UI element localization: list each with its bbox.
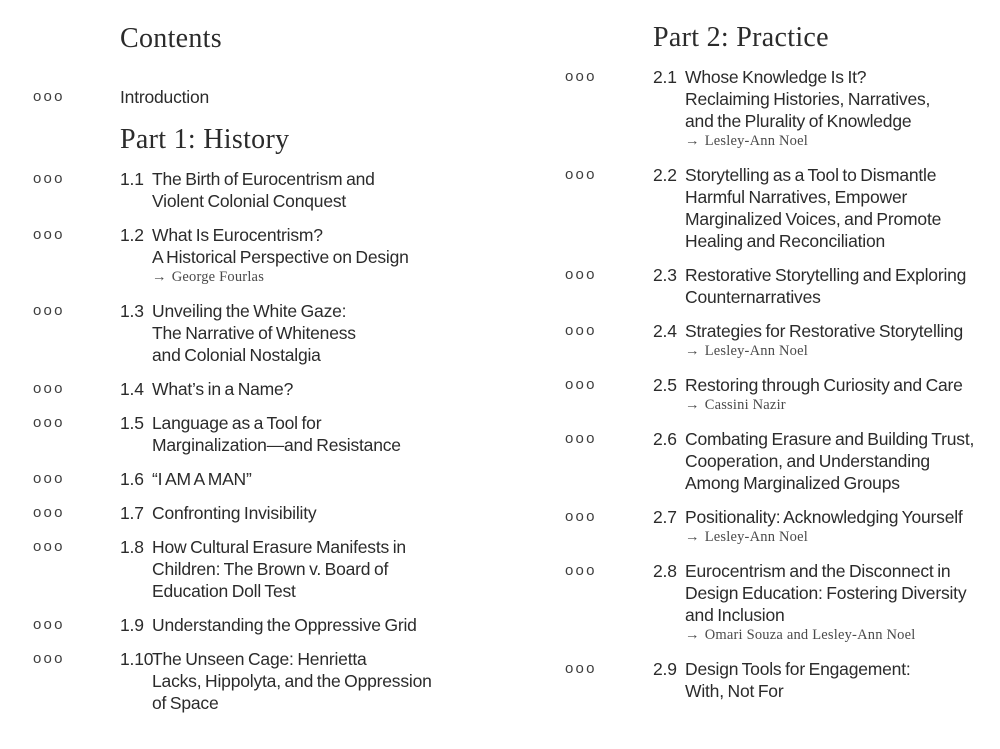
toc-entry xyxy=(565,164,1000,252)
author-name: Lesley-Ann Noel xyxy=(704,133,808,149)
toc-entry xyxy=(33,502,488,524)
section-title-line: A Historical Perspective on Design xyxy=(152,247,409,267)
section-number: 2.4 xyxy=(653,321,677,341)
author-attribution xyxy=(685,529,1000,546)
section-title-line: Strategies for Restorative Storytelling xyxy=(685,321,964,341)
part-2-entries xyxy=(565,66,1000,702)
section-number: 1.9 xyxy=(120,615,144,635)
section-title-line: Language as a Tool for xyxy=(152,413,322,433)
section-title xyxy=(685,264,1000,308)
section-title-line: Restorative Storytelling and Exploring xyxy=(685,265,967,285)
section-title-line: Whose Knowledge Is It? xyxy=(685,67,867,87)
author-arrow-icon: → xyxy=(685,529,700,545)
section-title xyxy=(152,300,488,366)
page-number-placeholder: ooo xyxy=(33,88,65,105)
page-number-placeholder: ooo xyxy=(565,322,597,339)
toc-entry xyxy=(565,374,1000,416)
section-title xyxy=(685,428,1000,494)
author-name: Cassini Nazir xyxy=(704,397,786,413)
section-title-line: “I AM A MAN” xyxy=(152,469,252,489)
section-title xyxy=(152,614,488,636)
author-arrow-icon: → xyxy=(685,343,700,359)
author-name: Omari Souza and Lesley-Ann Noel xyxy=(704,627,916,643)
author-name: George Fourlas xyxy=(171,269,265,285)
toc-entry xyxy=(565,506,1000,548)
section-title xyxy=(152,224,488,288)
section-title xyxy=(152,378,488,400)
toc-entry xyxy=(33,536,488,602)
author-arrow-icon: → xyxy=(685,397,700,413)
section-title xyxy=(152,502,488,524)
section-title-line: Marginalized Voices, and Promote xyxy=(685,209,942,229)
section-title xyxy=(152,536,488,602)
page-number-placeholder: ooo xyxy=(565,68,597,85)
section-title-line: of Space xyxy=(152,693,219,713)
section-title xyxy=(685,164,1000,252)
section-title-line: Counternarratives xyxy=(685,287,821,307)
section-number: 1.6 xyxy=(120,469,144,489)
section-number: 2.2 xyxy=(653,165,677,185)
toc-entry xyxy=(565,560,1000,646)
page-number-placeholder: ooo xyxy=(565,660,597,677)
section-title xyxy=(685,66,1000,152)
section-number: 1.8 xyxy=(120,537,144,557)
section-number: 1.7 xyxy=(120,503,144,523)
section-title-line: Children: The Brown v. Board of xyxy=(152,559,389,579)
section-title-line: What Is Eurocentrism? xyxy=(152,225,323,245)
toc-entry xyxy=(565,428,1000,494)
section-number: 2.9 xyxy=(653,659,677,679)
section-number: 1.4 xyxy=(120,379,144,399)
page-number-placeholder: ooo xyxy=(565,430,597,447)
author-arrow-icon: → xyxy=(685,627,700,643)
page-number-placeholder: ooo xyxy=(565,376,597,393)
section-title-line: Eurocentrism and the Disconnect in xyxy=(685,561,951,581)
section-title-line: With, Not For xyxy=(685,681,784,701)
author-arrow-icon: → xyxy=(152,269,167,285)
section-title-line: What’s in a Name? xyxy=(152,379,294,399)
toc-entry xyxy=(565,320,1000,362)
section-title-line: Healing and Reconciliation xyxy=(685,231,886,251)
section-number: 2.6 xyxy=(653,429,677,449)
section-number: 1.1 xyxy=(120,169,144,189)
introduction-label: Introduction xyxy=(120,87,210,107)
section-title xyxy=(685,658,1000,702)
page-number-placeholder: ooo xyxy=(565,166,597,183)
section-title-line: Restoring through Curiosity and Care xyxy=(685,375,963,395)
page-number-placeholder: ooo xyxy=(33,302,65,319)
page-number-placeholder: ooo xyxy=(33,414,65,431)
part-1-heading: Part 1: History xyxy=(120,124,290,155)
section-title-line: Marginalization—and Resistance xyxy=(152,435,401,455)
page-number-placeholder: ooo xyxy=(33,504,65,521)
page-number-placeholder: ooo xyxy=(33,226,65,243)
toc-entry xyxy=(33,378,488,400)
toc-entry xyxy=(33,168,488,212)
author-attribution xyxy=(685,397,1000,414)
section-title xyxy=(685,320,1000,362)
section-title-line: and Inclusion xyxy=(685,605,785,625)
contents-right-column xyxy=(565,0,1000,714)
section-number: 2.1 xyxy=(653,67,677,87)
author-attribution xyxy=(685,343,1000,360)
section-title xyxy=(152,412,488,456)
toc-entry xyxy=(33,412,488,456)
section-title xyxy=(685,560,1000,646)
page-number-placeholder: ooo xyxy=(565,508,597,525)
toc-entry xyxy=(565,264,1000,308)
section-title-line: The Narrative of Whiteness xyxy=(152,323,356,343)
author-attribution xyxy=(152,269,488,286)
section-title-line: Lacks, Hippolyta, and the Oppression xyxy=(152,671,432,691)
section-number: 2.7 xyxy=(653,507,677,527)
section-title-line: Education Doll Test xyxy=(152,581,296,601)
page-number-placeholder: ooo xyxy=(33,380,65,397)
section-title-line: Design Education: Fostering Diversity xyxy=(685,583,967,603)
section-title xyxy=(152,468,488,490)
section-number: 1.10 xyxy=(120,649,154,669)
section-title-line: Understanding the Oppressive Grid xyxy=(152,615,417,635)
page-number-placeholder: ooo xyxy=(33,470,65,487)
section-number: 1.3 xyxy=(120,301,144,321)
section-title-line: Reclaiming Histories, Narratives, xyxy=(685,89,931,109)
author-attribution xyxy=(685,133,1000,150)
section-title xyxy=(152,648,488,714)
author-attribution xyxy=(685,627,1000,644)
part-1-entries xyxy=(33,168,488,714)
page-number-placeholder: ooo xyxy=(33,616,65,633)
section-number: 1.2 xyxy=(120,225,144,245)
section-title xyxy=(685,374,1000,416)
section-title-line: Harmful Narratives, Empower xyxy=(685,187,908,207)
toc-entry xyxy=(565,658,1000,702)
page-number-placeholder: ooo xyxy=(565,562,597,579)
page-number-placeholder: ooo xyxy=(33,170,65,187)
section-number: 1.5 xyxy=(120,413,144,433)
part-2-heading: Part 2: Practice xyxy=(653,22,829,53)
section-title xyxy=(685,506,1000,548)
toc-entry xyxy=(33,648,488,714)
section-number: 2.5 xyxy=(653,375,677,395)
contents-title: Contents xyxy=(120,23,222,54)
section-number: 2.8 xyxy=(653,561,677,581)
section-title-line: Cooperation, and Understanding xyxy=(685,451,930,471)
author-name: Lesley-Ann Noel xyxy=(704,529,808,545)
author-arrow-icon: → xyxy=(685,133,700,149)
section-title-line: and the Plurality of Knowledge xyxy=(685,111,912,131)
section-title-line: and Colonial Nostalgia xyxy=(152,345,321,365)
toc-entry xyxy=(33,468,488,490)
section-title-line: Confronting Invisibility xyxy=(152,503,317,523)
author-name: Lesley-Ann Noel xyxy=(704,343,808,359)
section-title-line: Storytelling as a Tool to Dismantle xyxy=(685,165,937,185)
page-number-placeholder: ooo xyxy=(33,538,65,555)
toc-entry xyxy=(33,224,488,288)
toc-entry-introduction xyxy=(33,86,488,108)
section-title-line: The Unseen Cage: Henrietta xyxy=(152,649,367,669)
contents-left-column xyxy=(33,0,488,726)
section-title-line: Design Tools for Engagement: xyxy=(685,659,911,679)
section-title-line: Among Marginalized Groups xyxy=(685,473,900,493)
section-title-line: Unveiling the White Gaze: xyxy=(152,301,347,321)
section-title xyxy=(152,168,488,212)
toc-entry xyxy=(33,614,488,636)
toc-entry xyxy=(565,66,1000,152)
section-title-line: Positionality: Acknowledging Yourself xyxy=(685,507,963,527)
section-title-line: Combating Erasure and Building Trust, xyxy=(685,429,975,449)
section-title-line: How Cultural Erasure Manifests in xyxy=(152,537,406,557)
section-title-line: Violent Colonial Conquest xyxy=(152,191,347,211)
section-number: 2.3 xyxy=(653,265,677,285)
page-number-placeholder: ooo xyxy=(33,650,65,667)
toc-entry xyxy=(33,300,488,366)
section-title-line: The Birth of Eurocentrism and xyxy=(152,169,375,189)
page-number-placeholder: ooo xyxy=(565,266,597,283)
